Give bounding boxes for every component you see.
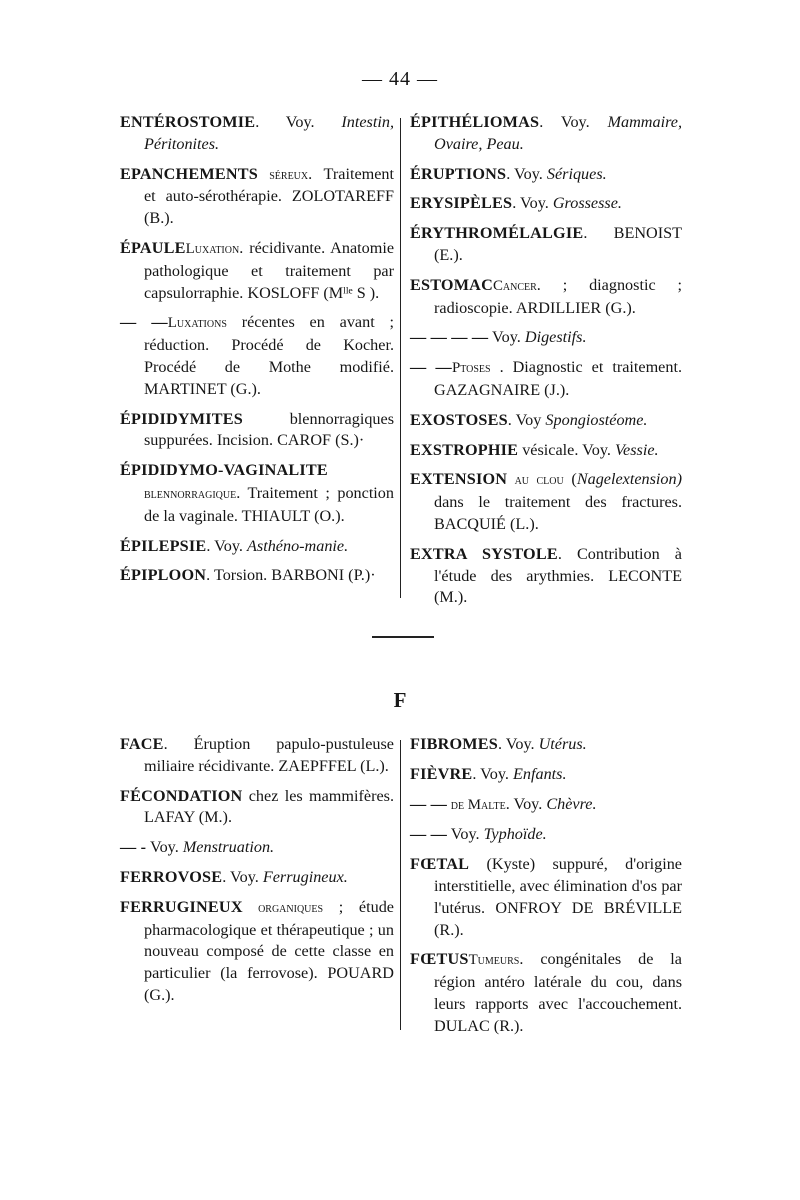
entry-prefix: Voy. — [447, 825, 484, 844]
entry-smallcaps: blennorragique — [144, 485, 237, 502]
section-letter: F — [393, 688, 407, 712]
entry-headword: ÉPIDIDYMITES — [120, 409, 243, 428]
entry-headword: EXTRA SYSTOLE — [410, 544, 558, 563]
entry-text: (Kyste) suppuré, d'origine interstitielle, avec élimination d'os par l'utérus. ONFROY DE BRÉVILLE (R.). — [434, 855, 682, 939]
page-number: — 44 — — [362, 68, 438, 90]
index-entry — [120, 837, 394, 859]
entry-text: . Torsion. BARBONI (P.)· — [206, 566, 376, 585]
entry-smallcaps: Tumeurs — [468, 952, 520, 969]
section-separator — [372, 636, 434, 638]
entry-prefix: . Voy. — [497, 735, 539, 753]
entry-prefix: vésicale. Voy. — [518, 440, 615, 459]
entry-reference: Mammaire, Ovaire, Peau. — [434, 113, 682, 153]
index-entry — [120, 312, 394, 400]
entry-reference: Spongiostéome. — [545, 410, 648, 429]
index-entry — [120, 734, 394, 778]
index-entry — [410, 440, 682, 462]
index-entry — [410, 357, 682, 402]
entry-headword: EPANCHEMENTS — [120, 164, 258, 183]
index-entry — [120, 460, 394, 527]
entry-smallcaps: Cancer — [492, 277, 537, 294]
entry-headword: — - — [120, 838, 147, 857]
index-entry — [120, 786, 394, 830]
index-entry — [120, 238, 394, 304]
entry-prefix: . Voy. — [505, 794, 547, 813]
index-entry — [410, 327, 682, 349]
index-entry — [410, 949, 682, 1037]
entry-headword: FIÈVRE — [410, 764, 473, 783]
entry-smallcaps: au clou — [507, 472, 564, 489]
entry-smallcaps: organiques — [242, 899, 324, 916]
index-entry — [120, 536, 394, 558]
entry-text: récentes en avant ; réduction. Procédé de Kocher. Procédé de Mothe modifié. MARTINET (G.). — [144, 313, 394, 398]
entry-headword: ÉPILEPSIE — [120, 536, 207, 555]
entry-prefix: . Voy. — [206, 536, 248, 555]
entry-prefix: Voy. — [146, 838, 183, 857]
entry-prefix: Voy. — [488, 328, 525, 347]
entry-headword: ESTOMAC — [410, 275, 493, 294]
entry-reference: Sériques. — [546, 164, 607, 183]
entry-headword: ÉRYTHROMÉLALGIE — [410, 224, 584, 243]
entry-smallcaps: séreux — [257, 166, 309, 183]
index-entry — [410, 223, 682, 267]
entry-prefix — [227, 313, 242, 331]
entry-reference: Grossesse. — [552, 194, 622, 213]
entry-headword: FŒTAL — [410, 855, 470, 874]
column-e-right — [410, 112, 682, 617]
entry-smallcaps: Luxations — [167, 315, 227, 332]
entry-prefix: . Voy. — [222, 867, 263, 886]
column-f-left — [120, 734, 400, 1015]
entry-reference: Intestin, Péritonites. — [144, 113, 394, 153]
entry-prefix: . Voy. — [472, 764, 514, 783]
entry-text: . Traitement et auto-sérothérapie. ZOLOTAREFF (B.). — [144, 164, 394, 228]
entry-text: . BENOIST (E.). — [434, 224, 682, 264]
index-entry — [120, 897, 394, 1007]
entry-text: . Éruption papulo-pustuleuse miliaire récidivante. ZAEPFFEL (L.). — [144, 735, 394, 775]
entry-prefix: . Voy. — [506, 164, 547, 183]
entry-text: ; diagnostic ; radioscopie. ARDILLIER (G.). — [434, 275, 682, 317]
entry-headword: ÉPIDIDYMO-VAGINALITE — [120, 461, 328, 480]
entry-reference: Menstruation. — [182, 838, 275, 857]
index-entry — [410, 824, 682, 846]
entry-text: ; étude pharmacologique et thérapeutique ; un nouveau composé de cette classe en particulier (la ferrovose). POUARD (G.). — [144, 897, 394, 1004]
entry-headword: FACE — [120, 735, 164, 753]
entry-headword: ERYSIPÈLES — [410, 194, 513, 213]
entry-reference: Digestifs. — [524, 328, 587, 347]
entry-headword: FIBROMES — [410, 735, 498, 753]
entry-headword: EXSTROPHIE — [410, 440, 519, 459]
index-entry — [410, 764, 682, 786]
entry-headword: — — — [410, 825, 448, 844]
entry-prefix: . — [239, 238, 250, 257]
index-entry — [410, 275, 682, 320]
entry-prefix: . Voy — [507, 410, 546, 429]
entry-prefix: . Voy. — [539, 113, 608, 131]
index-entry — [410, 410, 682, 432]
entry-reference: Enfants. — [513, 764, 567, 783]
entry-reference: Typhoïde. — [483, 825, 547, 844]
entry-text: dans le traitement des fractures. BACQUIÉ (L.). — [434, 493, 682, 533]
entry-prefix: . — [536, 275, 563, 294]
entry-text: . Diagnostic et traitement. GAZAGNAIRE (J.). — [434, 358, 682, 399]
entry-text: congénitales de la région antéro latérale du cou, dans leurs rapports avec l'accouchement. DULAC (R.). — [434, 950, 682, 1035]
entry-headword: ÉPAULE — [120, 238, 186, 257]
entry-headword: ÉPIPLOON — [120, 566, 207, 585]
entry-reference: Utérus. — [538, 735, 587, 753]
entry-text: . Traitement ; ponction de la vaginale. THIAULT (O.). — [144, 483, 394, 525]
index-entry — [410, 544, 682, 609]
column-f-right — [410, 734, 682, 1046]
entry-headword: FÉCONDATION — [120, 786, 243, 805]
entry-text: blennorragiques suppurées. Incision. CAROF (S.)· — [144, 409, 394, 450]
index-entry — [410, 734, 682, 756]
entry-reference: Vessie. — [614, 440, 659, 459]
entry-text: . Contribution à l'étude des arythmies. LECONTE (M.). — [434, 544, 682, 607]
entry-reference: Ferrugineux. — [262, 867, 348, 886]
entry-prefix: . Voy. — [255, 113, 342, 131]
entry-headword: ÉPITHÉLIOMAS — [410, 113, 540, 131]
entry-headword: — — — [120, 313, 168, 332]
entry-headword: ENTÉROSTOMIE — [120, 113, 256, 131]
entry-smallcaps: Luxation — [185, 240, 240, 257]
entry-reference: Chèvre. — [546, 794, 597, 813]
entry-smallcaps: Ptoses — [451, 360, 491, 377]
column-divider-e — [400, 118, 401, 598]
entry-smallcaps: de Malte — [447, 796, 506, 813]
entry-headword: — — — — — [410, 328, 489, 347]
entry-headword: EXTENSION — [410, 470, 508, 489]
index-entry — [410, 112, 682, 156]
entry-text: récidivante. Anatomie pathologique et traitement par capsulorraphie. KOSLOFF (Mˡˡᵉ S ). — [144, 238, 394, 302]
column-divider-f — [400, 740, 401, 1030]
entry-prefix: ( — [563, 470, 577, 489]
index-entry — [410, 854, 682, 941]
column-e-left — [120, 112, 400, 595]
index-entry — [120, 164, 394, 230]
index-entry — [410, 469, 682, 535]
entry-headword: — — — [410, 794, 448, 813]
index-entry — [410, 193, 682, 215]
entry-reference: Asthéno-manie. — [247, 536, 349, 555]
entry-headword: — — — [410, 358, 452, 377]
entry-headword: ÉRUPTIONS — [410, 164, 507, 183]
entry-text: chez les mammifères. LAFAY (M.). — [144, 786, 394, 827]
index-entry — [410, 794, 682, 817]
index-entry — [120, 409, 394, 453]
entry-prefix: . Voy. — [512, 194, 553, 213]
entry-headword: FŒTUS — [410, 950, 469, 969]
entry-prefix: . — [519, 950, 541, 969]
entry-headword: FERROVOSE — [120, 867, 223, 886]
entry-reference: Nagelextension) — [576, 470, 682, 489]
entry-prefix — [491, 358, 500, 376]
entry-headword: FERRUGINEUX — [120, 897, 243, 916]
index-entry — [120, 867, 394, 889]
index-entry — [410, 164, 682, 186]
entry-headword: EXOSTOSES — [410, 410, 508, 429]
index-entry — [120, 565, 394, 587]
index-entry — [120, 112, 394, 156]
